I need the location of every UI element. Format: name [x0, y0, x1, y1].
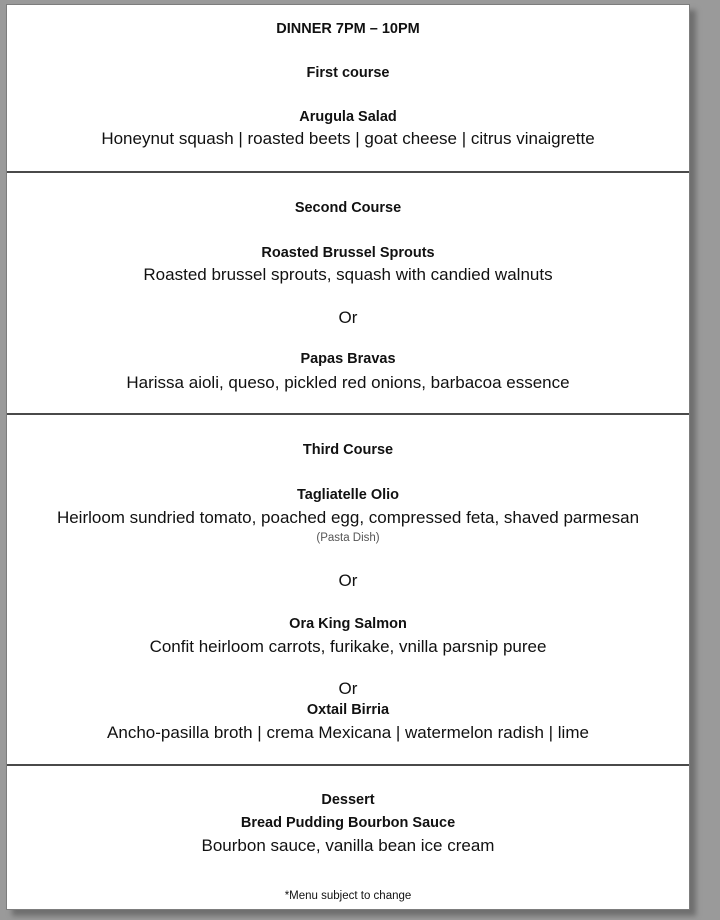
second-course-heading: Second Course — [294, 200, 402, 216]
bread-pudding-desc: Bourbon sauce, vanilla bean ice cream — [201, 836, 495, 855]
arugula-salad-desc: Honeynut squash | roasted beets | goat cheese | citrus vinaigrette — [101, 129, 595, 148]
or-separator: Or — [338, 571, 358, 590]
tagliatelle-olio-desc: Heirloom sundried tomato, poached egg, compressed feta, shaved parmesan — [56, 508, 640, 527]
menu-header: DINNER 7PM – 10PM — [276, 21, 420, 37]
footnote: *Menu subject to change — [284, 890, 412, 902]
oxtail-birria-desc: Ancho-pasilla broth | crema Mexicana | watermelon radish | lime — [107, 723, 589, 742]
section-divider — [7, 171, 689, 173]
or-separator: Or — [338, 308, 358, 327]
bread-pudding-name: Bread Pudding Bourbon Sauce — [240, 815, 456, 831]
dessert-heading: Dessert — [321, 792, 375, 808]
brussel-sprouts-desc: Roasted brussel sprouts, squash with candied walnuts — [143, 265, 553, 284]
papas-bravas-desc: Harissa aioli, queso, pickled red onions, barbacoa essence — [126, 373, 570, 392]
oxtail-birria-name: Oxtail Birria — [306, 702, 390, 718]
section-divider — [7, 764, 689, 766]
tagliatelle-olio-name: Tagliatelle Olio — [296, 487, 400, 503]
pasta-dish-note: (Pasta Dish) — [316, 532, 380, 544]
first-course-heading: First course — [306, 65, 390, 81]
section-divider — [7, 413, 689, 415]
arugula-salad-name: Arugula Salad — [299, 109, 397, 125]
ora-king-salmon-name: Ora King Salmon — [289, 616, 407, 632]
menu-page — [6, 4, 690, 910]
brussel-sprouts-name: Roasted Brussel Sprouts — [261, 245, 435, 261]
ora-king-salmon-desc: Confit heirloom carrots, furikake, vnilla parsnip puree — [149, 637, 547, 656]
third-course-heading: Third Course — [302, 442, 394, 458]
or-separator: Or — [338, 679, 358, 698]
papas-bravas-name: Papas Bravas — [300, 351, 396, 367]
